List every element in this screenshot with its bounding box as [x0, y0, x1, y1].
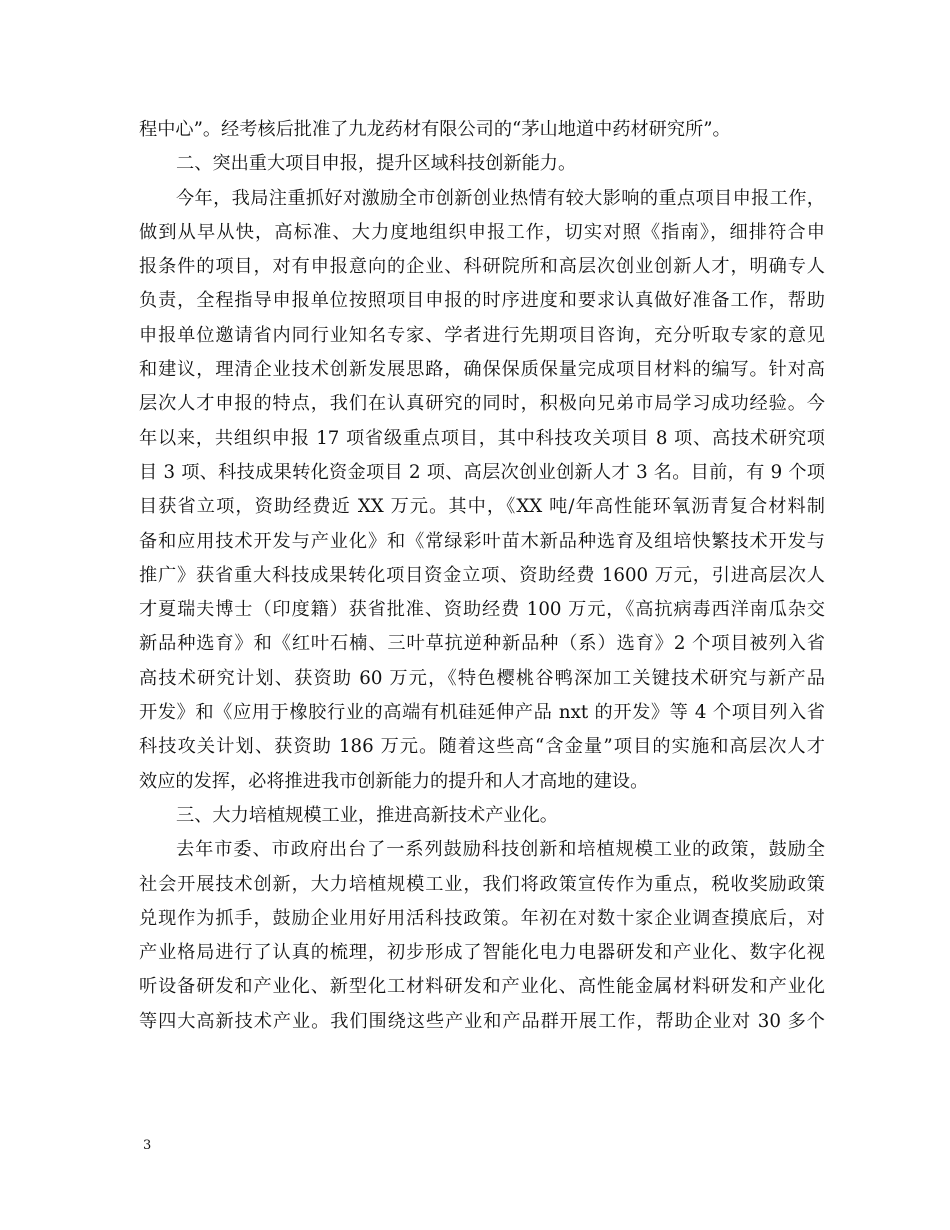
text-line: 三、大力培植规模工业，推进高新技术产业化。	[176, 804, 558, 826]
text-line: 兑现作为抓手，鼓励企业用好用活科技政策。年初在对数十家企业调查摸底后，对	[139, 907, 825, 929]
text-line: 做到从早从快，高标准、大力度地组织申报工作，切实对照《指南》，细排符合申	[139, 221, 825, 243]
text-line: 新品种选育》和《红叶石楠、三叶草抗逆种新品种（系）选育》2 个项目被列入省	[139, 633, 825, 655]
text-line: 等四大高新技术产业。我们围绕这些产业和产品群开展工作，帮助企业对 30 多个	[139, 1010, 825, 1032]
text-line: 程中心”。经考核后批准了九龙药材有限公司的“茅山地道中药材研究所”。	[139, 119, 731, 140]
page-number: 3	[143, 1138, 152, 1153]
text-line: 听设备研发和产业化、新型化工材料研发和产业化、高性能金属材料研发和产业化	[139, 976, 825, 998]
paragraph	[139, 113, 825, 147]
text-line: 产业格局进行了认真的梳理，初步形成了智能化电力电器研发和产业化、数字化视	[139, 942, 825, 964]
text-line: 开发》和《应用于橡胶行业的高端有机硅延伸产品 nxt 的开发》等 4 个项目列入省	[139, 702, 825, 724]
text-line: 去年市委、市政府出台了一系列鼓励科技创新和培植规模工业的政策，鼓励全	[176, 839, 825, 861]
paragraph	[139, 182, 825, 799]
text-line: 和建议，理清企业技术创新发展思路，确保保质保量完成项目材料的编写。针对高	[139, 359, 825, 381]
text-line: 今年，我局注重抓好对激励全市创新创业热情有较大影响的重点项目申报工作，	[176, 187, 825, 209]
text-line: 层次人才申报的特点，我们在认真研究的同时，积极向兄弟市局学习成功经验。今	[139, 393, 825, 415]
text-line: 备和应用技术开发与产业化》和《常绿彩叶苗木新品种选育及组培快繁技术开发与	[139, 530, 825, 552]
text-line: 申报单位邀请省内同行业知名专家、学者进行先期项目咨询，充分听取专家的意见	[139, 324, 825, 346]
text-line: 负责，全程指导申报单位按照项目申报的时序进度和要求认真做好准备工作，帮助	[139, 290, 825, 312]
section-heading	[139, 799, 825, 833]
section-heading	[139, 147, 825, 181]
text-line: 才夏瑞夫博士（印度籍）获省批准、资助经费 100 万元，《高抗病毒西洋南瓜杂交	[139, 599, 825, 621]
text-line: 年以来，共组织申报 17 项省级重点项目，其中科技攻关项目 8 项、高技术研究项	[139, 427, 825, 449]
text-line: 目获省立项，资助经费近 XX 万元。其中，《XX 吨/年高性能环氧沥青复合材料制	[139, 496, 825, 518]
text-line: 二、突出重大项目申报，提升区域科技创新能力。	[176, 153, 577, 175]
text-line: 推广》获省重大科技成果转化项目资金立项、资助经费 1600 万元，引进高层次人	[139, 564, 825, 586]
text-line: 效应的发挥，必将推进我市创新能力的提升和人才高地的建设。	[139, 770, 649, 792]
text-line: 社会开展技术创新，大力培植规模工业，我们将政策宣传作为重点，税收奖励政策	[139, 873, 825, 895]
text-line: 报条件的项目，对有申报意向的企业、科研院所和高层次创业创新人才，明确专人	[139, 256, 825, 278]
paragraph	[139, 833, 825, 1039]
document-body	[139, 113, 825, 1039]
text-line: 目 3 项、科技成果转化资金项目 2 项、高层次创业创新人才 3 名。目前，有 9 个项	[139, 461, 825, 483]
text-line: 科技攻关计划、获资助 186 万元。随着这些高“含金量”项目的实施和高层次人才	[139, 736, 825, 758]
text-line: 高技术研究计划、获资助 60 万元，《特色樱桃谷鸭深加工关键技术研究与新产品	[139, 667, 825, 689]
